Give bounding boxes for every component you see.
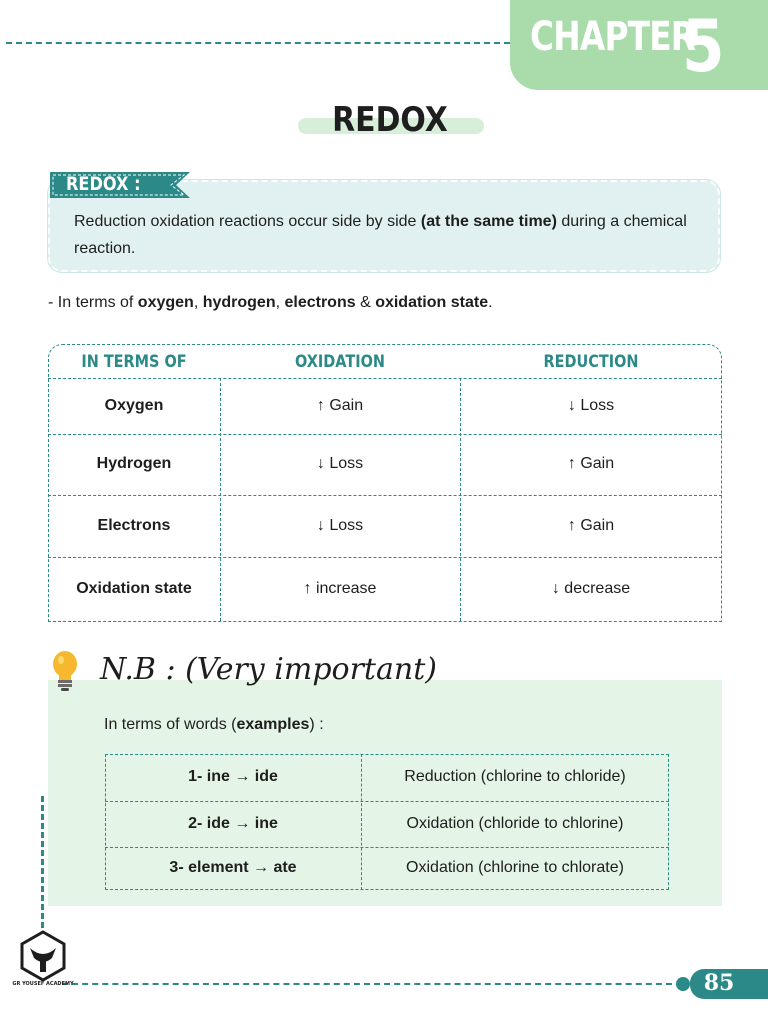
table-cell: ↑ Gain <box>316 397 364 414</box>
side-dashed-line <box>41 796 44 928</box>
table-cell: ↑ increase <box>303 580 377 597</box>
definition-text: Reduction oxidation reactions occur side by side (at the same time) during a chemical reaction. <box>74 213 687 257</box>
table-divider <box>48 434 722 435</box>
table-divider <box>48 495 722 496</box>
footer-dot <box>676 977 690 991</box>
header-oxidation: OXIDATION <box>295 352 385 372</box>
page-number: 85 <box>703 970 735 996</box>
table-divider <box>48 378 722 379</box>
table-cell: ↑ Gain <box>567 455 615 472</box>
table-divider <box>48 557 722 558</box>
example-cell: 3- element → ate <box>169 859 297 876</box>
table-cell: Hydrogen <box>96 455 172 472</box>
table-cell: ↓ Loss <box>316 455 364 472</box>
bottom-dashed-line <box>62 983 682 985</box>
academy-logo <box>12 930 74 990</box>
header-reduction: REDUCTION <box>543 352 639 372</box>
table-cell: ↑ Gain <box>567 517 615 534</box>
table-cell: ↓ Loss <box>316 517 364 534</box>
table-divider <box>105 847 669 848</box>
chapter-number: 5 <box>682 4 725 88</box>
table-cell: ↓ Loss <box>567 397 615 414</box>
table-cell: Oxidation state <box>76 580 192 597</box>
table-cell: Oxygen <box>104 397 164 414</box>
example-cell: Oxidation (chloride to chlorine) <box>406 815 624 832</box>
definition-label: REDOX : <box>66 173 141 195</box>
terms-line: - In terms of oxygen, hydrogen, electrons & oxidation state. <box>48 294 493 311</box>
table-cell: Electrons <box>97 517 171 534</box>
top-dashed-line <box>6 42 510 44</box>
example-cell: Oxidation (chlorine to chlorate) <box>406 859 624 876</box>
table-cell: ↓ decrease <box>551 580 631 597</box>
note-title: N.B : (Very important) <box>100 652 437 687</box>
table-divider <box>105 801 669 802</box>
example-cell: 1- ine → ide <box>188 768 278 785</box>
chapter-label: CHAPTER <box>530 14 696 60</box>
header-in-terms-of: IN TERMS OF <box>81 352 187 372</box>
example-cell: Reduction (chlorine to chloride) <box>404 768 626 785</box>
lightbulb-icon <box>50 650 80 694</box>
note-intro: In terms of words (examples) : <box>104 716 324 733</box>
page-title: REDOX <box>332 100 448 140</box>
chapter-tab <box>510 0 768 90</box>
svg-text:GR YOUSEF ACADEMY: GR YOUSEF ACADEMY <box>12 981 74 987</box>
example-cell: 2- ide → ine <box>188 815 278 832</box>
